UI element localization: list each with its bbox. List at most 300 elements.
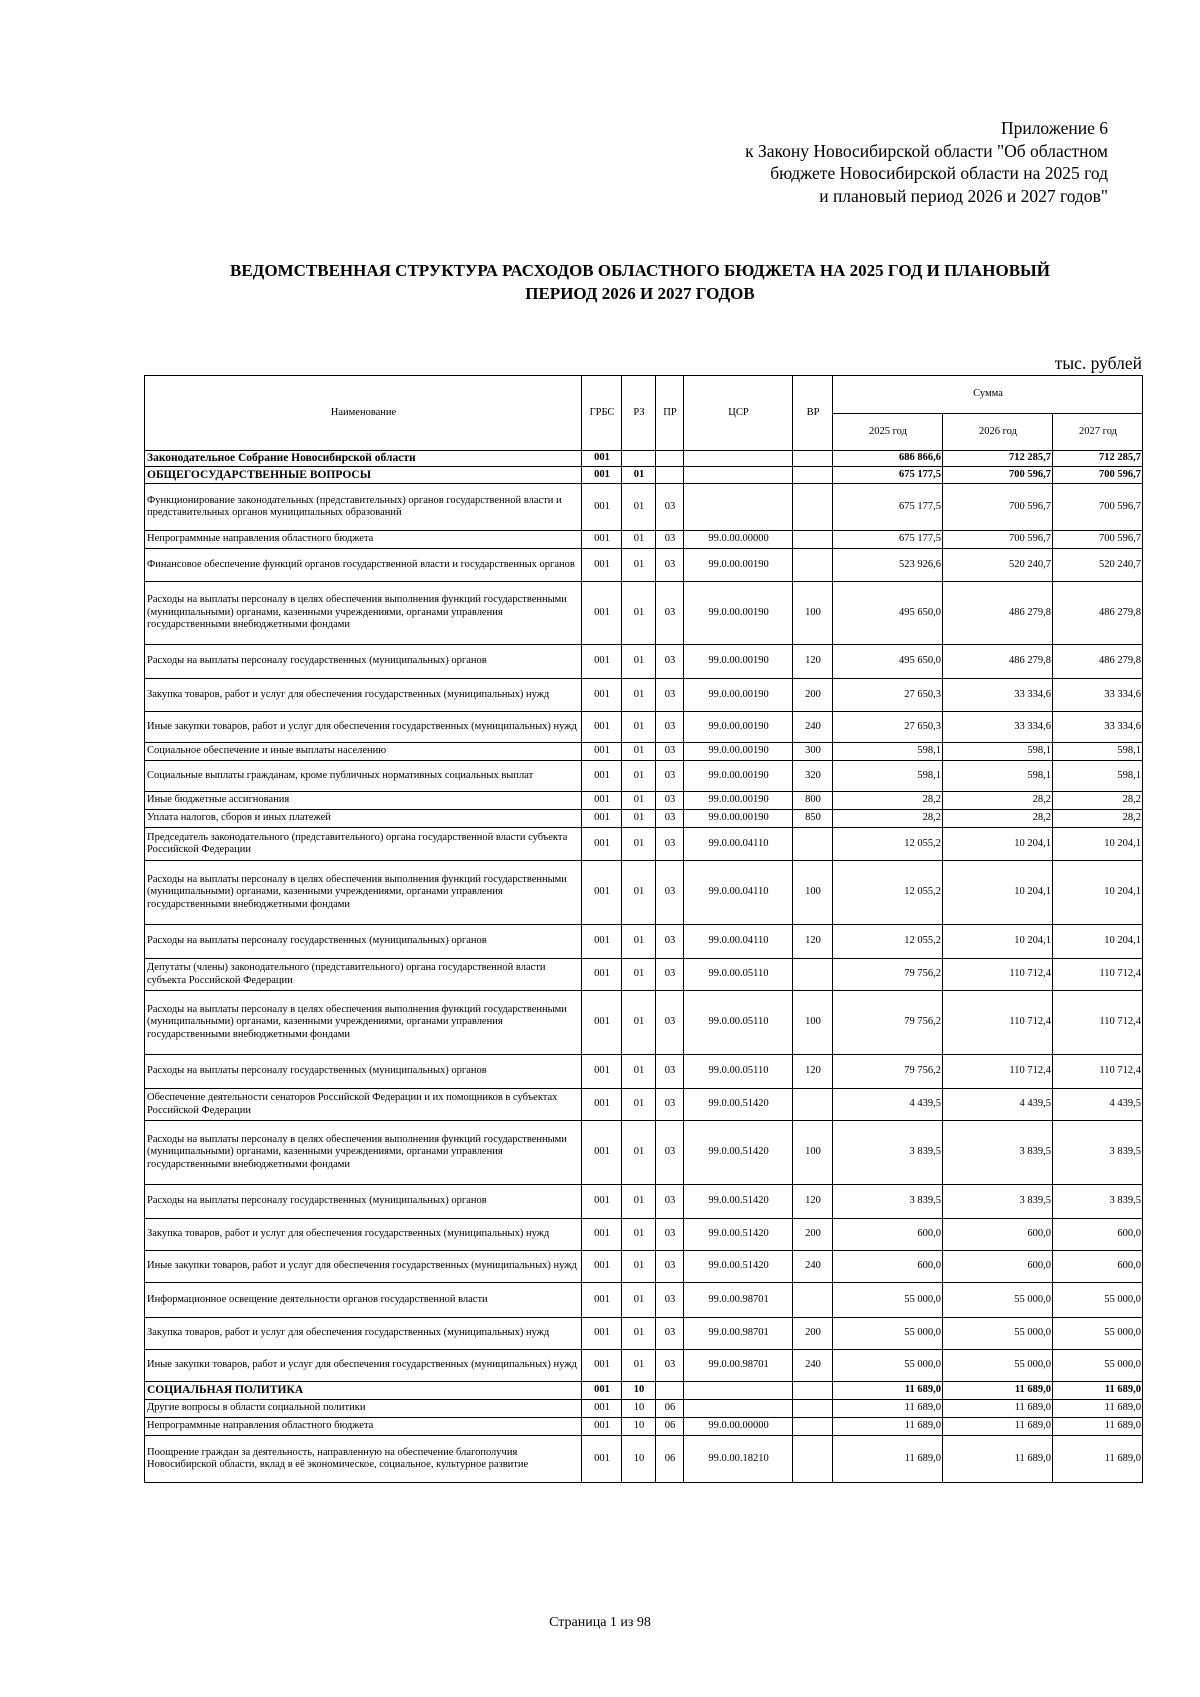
table-cell-rz: 01 — [622, 861, 656, 925]
table-cell-name: ОБЩЕГОСУДАРСТВЕННЫЕ ВОПРОСЫ — [145, 467, 582, 484]
table-cell-2026: 600,0 — [943, 1219, 1053, 1251]
header-2025: 2025 год — [833, 414, 943, 451]
table-cell-2026: 55 000,0 — [943, 1283, 1053, 1318]
table-row — [145, 810, 1143, 828]
table-cell-name: Обеспечение деятельности сенаторов Российской Федерации и их помощников в субъектах Российской Федерации — [145, 1089, 582, 1121]
table-cell-2027: 55 000,0 — [1053, 1350, 1143, 1382]
table-cell-2027: 3 839,5 — [1053, 1121, 1143, 1185]
appendix-line: и плановый период 2026 и 2027 годов" — [819, 185, 1108, 206]
table-cell-vr: 120 — [793, 1185, 833, 1219]
table-cell-grbs: 001 — [582, 810, 622, 828]
table-body — [145, 451, 1143, 1483]
table-cell-csr: 99.0.00.00190 — [684, 810, 793, 828]
table-cell-2026: 598,1 — [943, 743, 1053, 761]
table-cell-csr — [684, 1400, 793, 1418]
table-cell-vr — [793, 959, 833, 991]
table-cell-vr: 800 — [793, 792, 833, 810]
table-cell-grbs: 001 — [582, 484, 622, 531]
table-cell-grbs: 001 — [582, 761, 622, 792]
table-cell-pr: 03 — [656, 1350, 684, 1382]
table-cell-vr: 120 — [793, 645, 833, 679]
table-cell-grbs: 001 — [582, 679, 622, 712]
table-cell-2026: 55 000,0 — [943, 1318, 1053, 1350]
table-cell-2027: 33 334,6 — [1053, 679, 1143, 712]
table-cell-rz: 01 — [622, 582, 656, 645]
table-cell-pr: 03 — [656, 743, 684, 761]
table-cell-grbs: 001 — [582, 645, 622, 679]
table-cell-pr: 03 — [656, 549, 684, 582]
table-cell-pr: 03 — [656, 792, 684, 810]
table-row — [145, 1382, 1143, 1400]
table-cell-name: Закупка товаров, работ и услуг для обеспечения государственных (муниципальных) нужд — [145, 679, 582, 712]
table-cell-rz: 01 — [622, 679, 656, 712]
table-cell-name: Поощрение граждан за деятельность, направленную на обеспечение благополучия Новосибирской области, вклад в её экономическое, социальное, культурное развитие — [145, 1436, 582, 1483]
table-cell-2025: 11 689,0 — [833, 1418, 943, 1436]
table-cell-csr: 99.0.00.04110 — [684, 828, 793, 861]
table-cell-2027: 28,2 — [1053, 810, 1143, 828]
table-cell-2027: 600,0 — [1053, 1251, 1143, 1283]
table-cell-2027: 55 000,0 — [1053, 1318, 1143, 1350]
table-cell-2026: 486 279,8 — [943, 582, 1053, 645]
table-row — [145, 1283, 1143, 1318]
table-cell-2027: 486 279,8 — [1053, 582, 1143, 645]
table-cell-pr: 03 — [656, 1251, 684, 1283]
table-cell-pr: 03 — [656, 1283, 684, 1318]
table-cell-2026: 11 689,0 — [943, 1418, 1053, 1436]
table-cell-pr: 03 — [656, 531, 684, 549]
table-cell-csr: 99.0.00.00190 — [684, 582, 793, 645]
table-cell-2027: 10 204,1 — [1053, 861, 1143, 925]
table-row — [145, 484, 1143, 531]
table-cell-2026: 600,0 — [943, 1251, 1053, 1283]
table-cell-pr: 03 — [656, 761, 684, 792]
table-cell-2026: 486 279,8 — [943, 645, 1053, 679]
table-cell-rz: 01 — [622, 991, 656, 1055]
table-cell-2026: 110 712,4 — [943, 1055, 1053, 1089]
table-cell-pr: 03 — [656, 679, 684, 712]
table-cell-name: Председатель законодательного (представительного) органа государственной власти субъекта Российской Федерации — [145, 828, 582, 861]
table-cell-vr: 240 — [793, 712, 833, 743]
table-cell-pr: 03 — [656, 484, 684, 531]
table-cell-2027: 4 439,5 — [1053, 1089, 1143, 1121]
table-cell-grbs: 001 — [582, 1436, 622, 1483]
table-cell-grbs: 001 — [582, 549, 622, 582]
table-cell-2025: 28,2 — [833, 810, 943, 828]
units-label: тыс. рублей — [1054, 353, 1142, 373]
table-cell-name: Расходы на выплаты персоналу государственных (муниципальных) органов — [145, 1055, 582, 1089]
table-cell-csr — [684, 484, 793, 531]
table-cell-2025: 3 839,5 — [833, 1185, 943, 1219]
table-cell-grbs: 001 — [582, 1185, 622, 1219]
table-cell-vr: 850 — [793, 810, 833, 828]
table-cell-rz: 01 — [622, 549, 656, 582]
table-cell-vr: 100 — [793, 1121, 833, 1185]
table-row — [145, 743, 1143, 761]
table-cell-name: Расходы на выплаты персоналу в целях обеспечения выполнения функций государственными (муниципальными) органами, казенными учреждениями, органами управления государственными внебюджетными фондами — [145, 861, 582, 925]
header-csr: ЦСР — [684, 376, 793, 451]
table-cell-csr: 99.0.00.98701 — [684, 1318, 793, 1350]
table-cell-csr: 99.0.00.04110 — [684, 925, 793, 959]
table-cell-2025: 523 926,6 — [833, 549, 943, 582]
table-cell-2025: 3 839,5 — [833, 1121, 943, 1185]
header-sum: Сумма — [833, 376, 1143, 414]
table-cell-vr — [793, 828, 833, 861]
table-cell-grbs: 001 — [582, 1350, 622, 1382]
table-cell-2025: 79 756,2 — [833, 1055, 943, 1089]
table-cell-name: Законодательное Собрание Новосибирской области — [145, 451, 582, 467]
table-cell-vr: 100 — [793, 861, 833, 925]
table-cell-2025: 598,1 — [833, 761, 943, 792]
table-cell-2026: 10 204,1 — [943, 925, 1053, 959]
table-cell-2025: 600,0 — [833, 1251, 943, 1283]
table-cell-rz — [622, 451, 656, 467]
table-cell-rz: 01 — [622, 467, 656, 484]
table-cell-2026: 598,1 — [943, 761, 1053, 792]
table-cell-csr: 99.0.00.05110 — [684, 991, 793, 1055]
table-cell-csr: 99.0.00.00000 — [684, 531, 793, 549]
table-cell-2027: 11 689,0 — [1053, 1382, 1143, 1400]
table-cell-grbs: 001 — [582, 792, 622, 810]
table-cell-2025: 686 866,6 — [833, 451, 943, 467]
title-line-1: ВЕДОМСТВЕННАЯ СТРУКТУРА РАСХОДОВ ОБЛАСТНОГО БЮДЖЕТА НА 2025 ГОД И ПЛАНОВЫЙ — [230, 261, 1050, 280]
table-cell-rz: 01 — [622, 1055, 656, 1089]
table-cell-pr: 03 — [656, 861, 684, 925]
table-cell-2025: 4 439,5 — [833, 1089, 943, 1121]
table-cell-csr: 99.0.00.05110 — [684, 959, 793, 991]
table-cell-2026: 33 334,6 — [943, 712, 1053, 743]
header-pr: ПР — [656, 376, 684, 451]
appendix-header — [745, 117, 1108, 207]
table-cell-vr — [793, 1436, 833, 1483]
budget-table — [144, 375, 1143, 1483]
table-row — [145, 925, 1143, 959]
table-cell-rz: 01 — [622, 1185, 656, 1219]
table-cell-2025: 11 689,0 — [833, 1382, 943, 1400]
table-cell-pr: 03 — [656, 1318, 684, 1350]
table-row — [145, 1219, 1143, 1251]
table-cell-grbs: 001 — [582, 861, 622, 925]
table-cell-grbs: 001 — [582, 1418, 622, 1436]
table-cell-vr — [793, 549, 833, 582]
table-cell-2026: 28,2 — [943, 792, 1053, 810]
table-cell-pr: 03 — [656, 1219, 684, 1251]
table-cell-rz: 01 — [622, 925, 656, 959]
table-row — [145, 549, 1143, 582]
table-cell-name: Иные закупки товаров, работ и услуг для обеспечения государственных (муниципальных) нужд — [145, 1350, 582, 1382]
table-cell-2026: 11 689,0 — [943, 1382, 1053, 1400]
table-cell-2027: 700 596,7 — [1053, 531, 1143, 549]
table-cell-vr: 100 — [793, 991, 833, 1055]
table-cell-2027: 10 204,1 — [1053, 828, 1143, 861]
table-cell-2025: 11 689,0 — [833, 1400, 943, 1418]
table-cell-pr: 03 — [656, 828, 684, 861]
table-cell-grbs: 001 — [582, 1283, 622, 1318]
table-row — [145, 792, 1143, 810]
table-cell-pr: 03 — [656, 959, 684, 991]
table-cell-pr: 03 — [656, 1089, 684, 1121]
table-cell-pr: 03 — [656, 1185, 684, 1219]
table-cell-2025: 55 000,0 — [833, 1283, 943, 1318]
table-cell-2026: 700 596,7 — [943, 531, 1053, 549]
table-cell-csr: 99.0.00.00190 — [684, 743, 793, 761]
title-line-2: ПЕРИОД 2026 И 2027 ГОДОВ — [525, 284, 755, 303]
table-cell-vr — [793, 467, 833, 484]
table-cell-rz: 01 — [622, 1283, 656, 1318]
table-cell-grbs: 001 — [582, 1219, 622, 1251]
table-cell-name: Депутаты (члены) законодательного (представительного) органа государственной власти субъекта Российской Федерации — [145, 959, 582, 991]
table-row — [145, 1251, 1143, 1283]
table-cell-2027: 110 712,4 — [1053, 1055, 1143, 1089]
table-cell-csr: 99.0.00.04110 — [684, 861, 793, 925]
table-row — [145, 1350, 1143, 1382]
table-cell-2025: 495 650,0 — [833, 582, 943, 645]
table-row — [145, 451, 1143, 467]
table-cell-rz: 01 — [622, 645, 656, 679]
table-cell-vr — [793, 484, 833, 531]
table-cell-vr — [793, 531, 833, 549]
table-cell-2027: 110 712,4 — [1053, 991, 1143, 1055]
table-cell-name: Расходы на выплаты персоналу государственных (муниципальных) органов — [145, 1185, 582, 1219]
table-row — [145, 1400, 1143, 1418]
table-cell-2027: 3 839,5 — [1053, 1185, 1143, 1219]
table-cell-2025: 11 689,0 — [833, 1436, 943, 1483]
header-2027: 2027 год — [1053, 414, 1143, 451]
table-cell-vr — [793, 1089, 833, 1121]
table-cell-csr: 99.0.00.51420 — [684, 1219, 793, 1251]
table-cell-rz: 01 — [622, 484, 656, 531]
table-cell-2026: 700 596,7 — [943, 484, 1053, 531]
table-cell-vr — [793, 1382, 833, 1400]
table-cell-2025: 675 177,5 — [833, 467, 943, 484]
table-cell-vr: 120 — [793, 925, 833, 959]
table-cell-pr: 06 — [656, 1436, 684, 1483]
table-cell-name: Социальные выплаты гражданам, кроме публичных нормативных социальных выплат — [145, 761, 582, 792]
table-cell-pr — [656, 467, 684, 484]
table-row — [145, 1121, 1143, 1185]
table-cell-csr: 99.0.00.51420 — [684, 1089, 793, 1121]
table-cell-rz: 01 — [622, 1318, 656, 1350]
table-row — [145, 1089, 1143, 1121]
table-cell-grbs: 001 — [582, 467, 622, 484]
table-cell-rz: 01 — [622, 1350, 656, 1382]
table-cell-2025: 79 756,2 — [833, 991, 943, 1055]
table-cell-grbs: 001 — [582, 1251, 622, 1283]
table-cell-vr: 200 — [793, 1219, 833, 1251]
table-cell-vr — [793, 1283, 833, 1318]
appendix-line: к Закону Новосибирской области "Об областном — [745, 140, 1108, 161]
table-row — [145, 1055, 1143, 1089]
table-cell-rz: 10 — [622, 1382, 656, 1400]
table-cell-2026: 520 240,7 — [943, 549, 1053, 582]
table-cell-name: Непрограммные направления областного бюджета — [145, 531, 582, 549]
table-cell-2026: 110 712,4 — [943, 991, 1053, 1055]
table-cell-rz: 01 — [622, 792, 656, 810]
table-cell-2025: 495 650,0 — [833, 645, 943, 679]
table-row — [145, 861, 1143, 925]
table-cell-grbs: 001 — [582, 959, 622, 991]
appendix-line: бюджете Новосибирской области на 2025 год — [770, 163, 1108, 184]
table-cell-name: Закупка товаров, работ и услуг для обеспечения государственных (муниципальных) нужд — [145, 1219, 582, 1251]
table-cell-pr: 03 — [656, 925, 684, 959]
table-cell-vr: 300 — [793, 743, 833, 761]
table-cell-name: Расходы на выплаты персоналу государственных (муниципальных) органов — [145, 925, 582, 959]
table-cell-pr: 03 — [656, 582, 684, 645]
table-cell-name: Другие вопросы в области социальной политики — [145, 1400, 582, 1418]
header-grbs: ГРБС — [582, 376, 622, 451]
table-cell-csr: 99.0.00.00190 — [684, 679, 793, 712]
table-cell-vr: 120 — [793, 1055, 833, 1089]
table-cell-pr — [656, 451, 684, 467]
table-cell-rz: 01 — [622, 1121, 656, 1185]
table-cell-csr: 99.0.00.98701 — [684, 1350, 793, 1382]
header-name: Наименование — [145, 376, 582, 451]
table-cell-grbs: 001 — [582, 1089, 622, 1121]
table-cell-grbs: 001 — [582, 743, 622, 761]
table-cell-2025: 27 650,3 — [833, 679, 943, 712]
header-2026: 2026 год — [943, 414, 1053, 451]
table-cell-2026: 4 439,5 — [943, 1089, 1053, 1121]
table-cell-pr: 06 — [656, 1418, 684, 1436]
table-cell-csr: 99.0.00.00000 — [684, 1418, 793, 1436]
table-cell-csr: 99.0.00.18210 — [684, 1436, 793, 1483]
table-cell-2025: 79 756,2 — [833, 959, 943, 991]
table-cell-vr — [793, 451, 833, 467]
table-cell-rz: 01 — [622, 828, 656, 861]
table-cell-name: Функционирование законодательных (представительных) органов государственной власти и представительных органов муниципальных образований — [145, 484, 582, 531]
table-cell-2026: 10 204,1 — [943, 828, 1053, 861]
header-vr: ВР — [793, 376, 833, 451]
table-cell-rz: 01 — [622, 743, 656, 761]
table-cell-csr: 99.0.00.00190 — [684, 645, 793, 679]
table-row — [145, 645, 1143, 679]
table-cell-rz: 01 — [622, 531, 656, 549]
table-row — [145, 1185, 1143, 1219]
table-cell-name: Иные закупки товаров, работ и услуг для обеспечения государственных (муниципальных) нужд — [145, 1251, 582, 1283]
table-cell-2027: 700 596,7 — [1053, 467, 1143, 484]
table-cell-2025: 27 650,3 — [833, 712, 943, 743]
table-row — [145, 991, 1143, 1055]
table-cell-vr: 100 — [793, 582, 833, 645]
table-cell-pr: 03 — [656, 810, 684, 828]
table-cell-rz: 01 — [622, 810, 656, 828]
table-cell-2027: 28,2 — [1053, 792, 1143, 810]
table-cell-rz: 01 — [622, 761, 656, 792]
table-cell-grbs: 001 — [582, 582, 622, 645]
table-cell-vr: 240 — [793, 1251, 833, 1283]
table-row — [145, 761, 1143, 792]
table-cell-2027: 11 689,0 — [1053, 1418, 1143, 1436]
table-cell-grbs: 001 — [582, 1055, 622, 1089]
table-row — [145, 712, 1143, 743]
table-cell-2025: 55 000,0 — [833, 1350, 943, 1382]
appendix-line: Приложение 6 — [1000, 118, 1108, 138]
table-cell-name: Уплата налогов, сборов и иных платежей — [145, 810, 582, 828]
table-cell-csr: 99.0.00.05110 — [684, 1055, 793, 1089]
table-cell-grbs: 001 — [582, 1121, 622, 1185]
table-cell-2026: 10 204,1 — [943, 861, 1053, 925]
table-cell-grbs: 001 — [582, 925, 622, 959]
table-cell-pr: 03 — [656, 991, 684, 1055]
table-cell-name: Расходы на выплаты персоналу государственных (муниципальных) органов — [145, 645, 582, 679]
table-row — [145, 1318, 1143, 1350]
table-cell-2025: 55 000,0 — [833, 1318, 943, 1350]
table-cell-2025: 28,2 — [833, 792, 943, 810]
table-cell-2026: 700 596,7 — [943, 467, 1053, 484]
table-cell-2027: 520 240,7 — [1053, 549, 1143, 582]
table-cell-pr: 03 — [656, 1121, 684, 1185]
table-cell-2025: 675 177,5 — [833, 484, 943, 531]
table-cell-2026: 712 285,7 — [943, 451, 1053, 467]
table-cell-rz: 10 — [622, 1418, 656, 1436]
table-cell-2026: 55 000,0 — [943, 1350, 1053, 1382]
table-cell-2027: 55 000,0 — [1053, 1283, 1143, 1318]
table-cell-csr — [684, 451, 793, 467]
table-cell-2027: 33 334,6 — [1053, 712, 1143, 743]
table-cell-2027: 486 279,8 — [1053, 645, 1143, 679]
table-cell-vr: 200 — [793, 1318, 833, 1350]
table-cell-2025: 12 055,2 — [833, 828, 943, 861]
table-cell-rz: 01 — [622, 1251, 656, 1283]
table-cell-grbs: 001 — [582, 531, 622, 549]
table-cell-vr: 320 — [793, 761, 833, 792]
table-cell-pr: 03 — [656, 712, 684, 743]
table-cell-name: Закупка товаров, работ и услуг для обеспечения государственных (муниципальных) нужд — [145, 1318, 582, 1350]
table-cell-vr: 200 — [793, 679, 833, 712]
table-cell-grbs: 001 — [582, 712, 622, 743]
table-cell-2027: 600,0 — [1053, 1219, 1143, 1251]
table-cell-rz: 01 — [622, 1089, 656, 1121]
table-cell-2027: 11 689,0 — [1053, 1400, 1143, 1418]
table-cell-name: Иные закупки товаров, работ и услуг для обеспечения государственных (муниципальных) нужд — [145, 712, 582, 743]
table-cell-2027: 700 596,7 — [1053, 484, 1143, 531]
table-cell-grbs: 001 — [582, 828, 622, 861]
table-cell-2026: 11 689,0 — [943, 1436, 1053, 1483]
table-cell-2026: 28,2 — [943, 810, 1053, 828]
table-cell-rz: 10 — [622, 1436, 656, 1483]
table-cell-grbs: 001 — [582, 1318, 622, 1350]
document-title — [140, 259, 1140, 305]
table-row — [145, 1418, 1143, 1436]
table-cell-2027: 10 204,1 — [1053, 925, 1143, 959]
table-cell-name: Социальное обеспечение и иные выплаты населению — [145, 743, 582, 761]
table-row — [145, 1436, 1143, 1483]
table-cell-csr — [684, 467, 793, 484]
table-cell-2027: 598,1 — [1053, 743, 1143, 761]
table-cell-2025: 12 055,2 — [833, 861, 943, 925]
table-cell-rz: 01 — [622, 1219, 656, 1251]
table-cell-grbs: 001 — [582, 1382, 622, 1400]
table-cell-name: Финансовое обеспечение функций органов государственной власти и государственных органов — [145, 549, 582, 582]
table-row — [145, 959, 1143, 991]
table-cell-2025: 600,0 — [833, 1219, 943, 1251]
table-cell-2025: 12 055,2 — [833, 925, 943, 959]
table-cell-csr: 99.0.00.00190 — [684, 712, 793, 743]
table-cell-2025: 675 177,5 — [833, 531, 943, 549]
table-cell-csr — [684, 1382, 793, 1400]
table-cell-2026: 110 712,4 — [943, 959, 1053, 991]
table-cell-vr — [793, 1418, 833, 1436]
table-cell-grbs: 001 — [582, 1400, 622, 1418]
table-cell-csr: 99.0.00.98701 — [684, 1283, 793, 1318]
page-number: Страница 1 из 98 — [549, 1615, 651, 1630]
table-cell-name: Расходы на выплаты персоналу в целях обеспечения выполнения функций государственными (муниципальными) органами, казенными учреждениями, органами управления государственными внебюджетными фондами — [145, 582, 582, 645]
table-cell-csr: 99.0.00.00190 — [684, 792, 793, 810]
table-row — [145, 531, 1143, 549]
table-row — [145, 467, 1143, 484]
table-cell-2027: 11 689,0 — [1053, 1436, 1143, 1483]
table-cell-rz: 10 — [622, 1400, 656, 1418]
table-cell-2026: 33 334,6 — [943, 679, 1053, 712]
